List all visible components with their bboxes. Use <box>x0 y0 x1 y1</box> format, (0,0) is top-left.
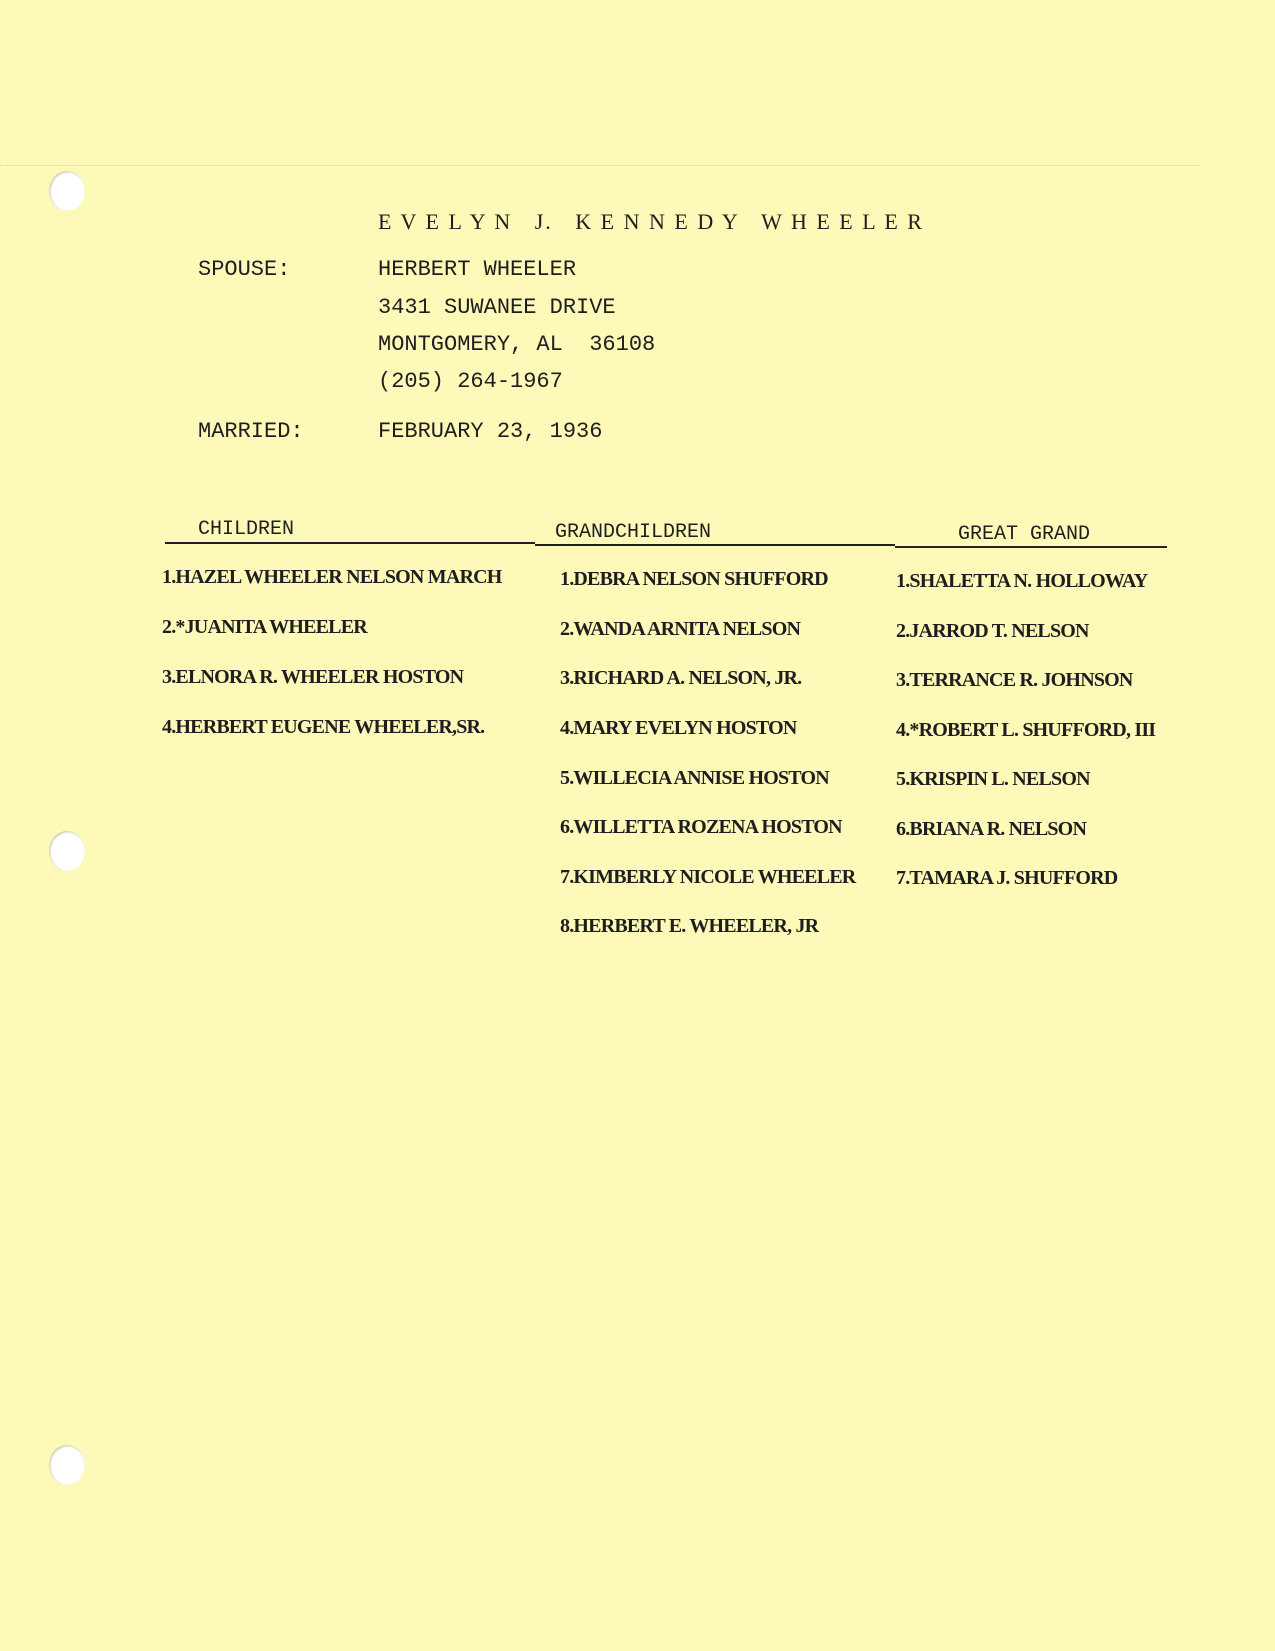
spouse-city: MONTGOMERY, AL 36108 <box>378 332 656 357</box>
list-item: 5.KRISPIN L. NELSON <box>896 768 1090 790</box>
punch-hole-top <box>49 171 85 211</box>
list-item: 2.JARROD T. NELSON <box>896 620 1089 642</box>
list-item: 8.HERBERT E. WHEELER, JR <box>560 915 819 937</box>
married-date: FEBRUARY 23, 1936 <box>378 419 603 444</box>
spouse-phone: (205) 264-1967 <box>378 369 563 394</box>
list-item: 1.HAZEL WHEELER NELSON MARCH <box>162 566 502 588</box>
list-item: 6.BRIANA R. NELSON <box>896 818 1087 840</box>
spouse-street: 3431 SUWANEE DRIVE <box>378 295 616 320</box>
grandchildren-header: GRANDCHILDREN <box>555 521 712 544</box>
list-item: 2.*JUANITA WHEELER <box>162 616 367 638</box>
list-item: 7.KIMBERLY NICOLE WHEELER <box>560 866 856 888</box>
spouse-label: SPOUSE: <box>198 257 291 282</box>
children-underline <box>165 542 535 544</box>
list-item: 6.WILLETTA ROZENA HOSTON <box>560 816 842 838</box>
list-item: 2.WANDA ARNITA NELSON <box>560 618 801 640</box>
list-item: 7.TAMARA J. SHUFFORD <box>896 867 1118 889</box>
spouse-name: HERBERT WHEELER <box>378 257 577 282</box>
children-header: CHILDREN <box>198 518 295 541</box>
list-item: 3.TERRANCE R. JOHNSON <box>896 669 1133 691</box>
great-grand-underline <box>895 546 1167 548</box>
list-item: 3.ELNORA R. WHEELER HOSTON <box>162 666 464 688</box>
list-item: 4.*ROBERT L. SHUFFORD, III <box>896 719 1156 741</box>
punch-hole-middle <box>49 831 85 871</box>
list-item: 4.HERBERT EUGENE WHEELER,SR. <box>162 716 485 738</box>
list-item: 1.DEBRA NELSON SHUFFORD <box>560 568 828 590</box>
punch-hole-bottom <box>49 1445 85 1485</box>
document-title: E V E L Y N J. K E N N E D Y W H E E L E R <box>378 209 924 234</box>
list-item: 3.RICHARD A. NELSON, JR. <box>560 667 802 689</box>
fold-line <box>0 165 1200 167</box>
list-item: 5.WILLECIA ANNISE HOSTON <box>560 767 829 789</box>
list-item: 4.MARY EVELYN HOSTON <box>560 717 797 739</box>
great-grand-header: GREAT GRAND <box>958 523 1091 546</box>
list-item: 1.SHALETTA N. HOLLOWAY <box>896 570 1148 592</box>
grandchildren-underline <box>535 544 895 546</box>
married-label: MARRIED: <box>198 419 304 444</box>
